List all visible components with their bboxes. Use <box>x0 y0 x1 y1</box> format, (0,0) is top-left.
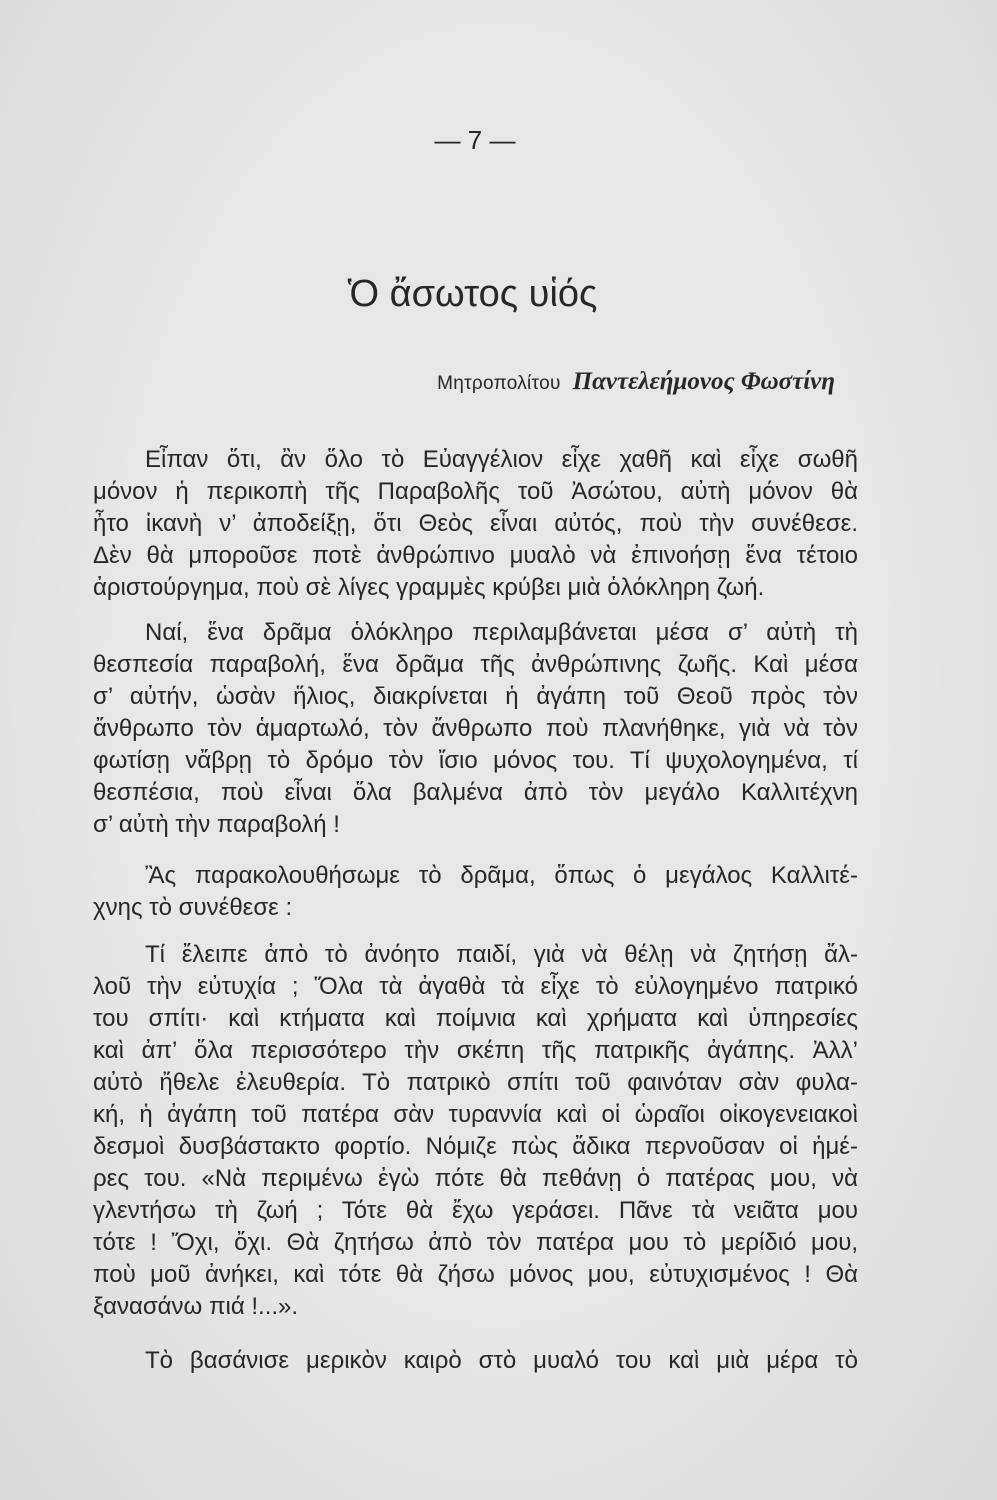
text-line: σ’ αὐτὴ τὴν παραβολή ! <box>93 811 340 838</box>
text-line: κή, ἡ ἀγάπη τοῦ πατέρα σὰν τυραννία καὶ οἱ ὡραῖοι οἰκογενειακοὶ <box>93 1101 858 1128</box>
text-line: θεσπεσία παραβολή, ἕνα δρᾶμα τῆς ἀνθρώπινης ζωῆς. Καὶ μέσα <box>93 651 858 678</box>
paragraph <box>93 1345 858 1377</box>
text-line: Ναί, ἕνα δρᾶμα ὁλόκληρο περιλαμβάνεται μέσα σ’ αὐτὴ τὴ <box>145 619 858 646</box>
text-line: λοῦ τὴν εὐτυχία ; Ὅλα τὰ ἀγαθὰ τὰ εἶχε τὸ εὐλογημένο πατρικό <box>93 973 858 1000</box>
paragraph <box>93 617 858 841</box>
text-line: Εἶπαν ὅτι, ἂν ὅλο τὸ Εὐαγγέλιον εἶχε χαθῆ καὶ εἶχε σωθῆ <box>145 446 858 473</box>
text-line: Ἂς παρακολουθήσωμε τὸ δρᾶμα, ὅπως ὁ μεγάλος Καλλιτέ- <box>145 862 858 889</box>
text-line: Τί ἔλειπε ἀπὸ τὸ ἀνόητο παιδί, γιὰ νὰ θέλῃ νὰ ζητήσῃ ἄλ- <box>145 941 858 968</box>
text-line: χνης τὸ συνέθεσε : <box>93 894 293 921</box>
text-line: Δὲν θὰ μποροῦσε ποτὲ ἀνθρώπινο μυαλὸ νὰ ἐπινοήσῃ ἕνα τέτοιο <box>93 542 858 569</box>
text-line: αὐτὸ ἤθελε ἐλευθερία. Τὸ πατρικὸ σπίτι τοῦ φαινόταν σὰν φυλα- <box>93 1069 858 1096</box>
page-number: — 7 — <box>434 125 516 155</box>
text-line: τότε ! Ὄχι, ὄχι. Θὰ ζητήσω ἀπὸ τὸν πατέρα μου τὸ μερίδιό μου, <box>93 1229 858 1256</box>
text-line: φωτίσῃ νἄβρῃ τὸ δρόμο τὸν ἴσιο μόνος του. Τί ψυχολογημένα, τί <box>93 747 858 774</box>
text-line: θεσπέσια, ποὺ εἶναι ὅλα βαλμένα ἀπὸ τὸν μεγάλο Καλλιτέχνη <box>93 779 858 806</box>
author-title: Μητροπολίτου <box>437 373 561 394</box>
text-line: ἦτο ἱκανὴ ν’ ἀποδείξῃ, ὅτι Θεὸς εἶναι αὐτός, ποὺ τὴν συνέθεσε. <box>93 510 858 537</box>
article-title: Ὁ ἄσωτος υἱός <box>347 273 598 315</box>
text-line: δεσμοὶ δυσβάστακτο φορτίο. Νόμιζε πὼς ἄδικα περνοῦσαν οἱ ἡμέ- <box>93 1133 858 1160</box>
paragraph <box>93 444 858 604</box>
body-text <box>93 0 858 1500</box>
text-line: γλεντήσω τὴ ζωή ; Τότε θὰ ἔχω γεράσει. Πᾶνε τὰ νειᾶτα μου <box>93 1197 858 1224</box>
text-line: καὶ ἀπ’ ὅλα περισσότερο τὴν σκέπη τῆς πατρικῆς ἀγάπης. Ἀλλ’ <box>93 1037 858 1064</box>
text-line: ρες του. «Νὰ περιμένω ἐγὼ πότε θὰ πεθάνῃ ὁ πατέρας μου, νὰ <box>93 1165 858 1192</box>
text-line: ξανασάνω πιά !...». <box>93 1293 299 1320</box>
text-line: σ’ αὐτήν, ὡσὰν ἥλιος, διακρίνεται ἡ ἀγάπη τοῦ Θεοῦ πρὸς τὸν <box>93 683 858 710</box>
paragraph <box>93 939 858 1323</box>
text-line: του σπίτι· καὶ κτήματα καὶ ποίμνια καὶ χρήματα καὶ ὑπηρεσίες <box>93 1005 858 1032</box>
text-line: μόνον ἡ περικοπὴ τῆς Παραβολῆς τοῦ Ἀσώτου, αὐτὴ μόνον θὰ <box>93 478 858 505</box>
paragraph <box>93 860 858 924</box>
author-name: Παντελεήμονος Φωστίνη <box>572 368 835 395</box>
text-line: Τὸ βασάνισε μερικὸν καιρὸ στὸ μυαλό του καὶ μιὰ μέρα τὸ <box>145 1347 858 1374</box>
text-line: ἀριστούργημα, ποὺ σὲ λίγες γραμμὲς κρύβει μιὰ ὁλόκληρη ζωή. <box>93 574 765 601</box>
text-line: ποὺ μοῦ ἀνήκει, καὶ τότε θὰ ζήσω μόνος μου, εὐτυχισμένος ! Θὰ <box>93 1261 858 1288</box>
text-line: ἄνθρωπο τὸν ἁμαρτωλό, τὸν ἄνθρωπο ποὺ πλανήθηκε, γιὰ νὰ τὸν <box>93 715 858 742</box>
